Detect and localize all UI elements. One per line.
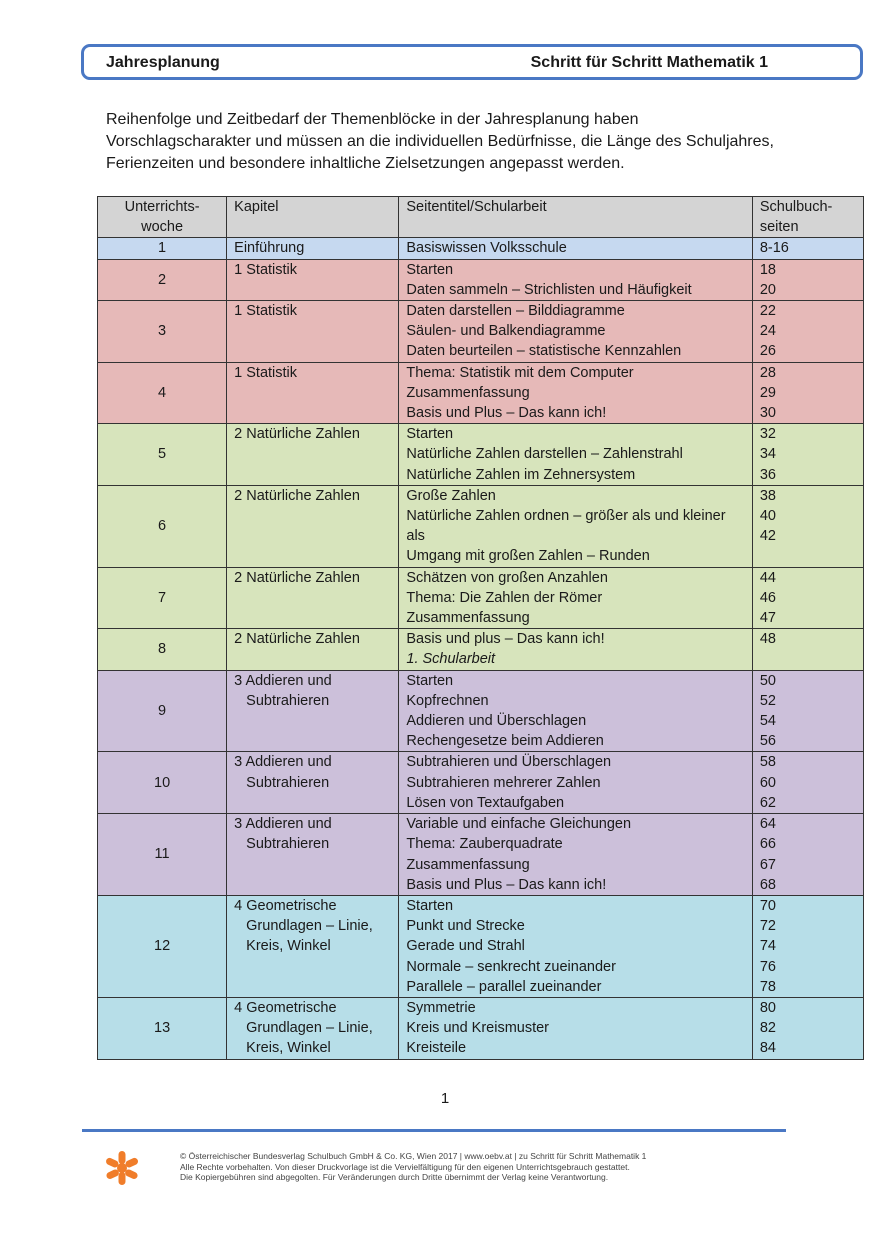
title-line: Starten xyxy=(406,426,454,443)
table-row xyxy=(98,567,864,629)
table-row xyxy=(98,259,864,300)
chapter-line: 3 Addieren und xyxy=(234,672,332,689)
title-line: Zusammenfassung xyxy=(406,856,530,873)
copyright-line: Alle Rechte vorbehalten. Von dieser Druckvorlage ist die Vervielfältigung für den eigenen Unterrichtsgebrauch gestattet. xyxy=(180,1161,630,1172)
title-line: Daten sammeln – Strichlisten und Häufigkeit xyxy=(406,281,692,298)
title-line: Kreis und Kreismuster xyxy=(406,1020,550,1037)
header-week xyxy=(98,197,227,238)
pages-cell xyxy=(752,814,863,896)
page-ref: 58 xyxy=(759,754,776,771)
title-line: Basis und Plus – Das kann ich! xyxy=(406,876,607,893)
title-cell xyxy=(399,362,752,424)
chapter-line: 2 Natürliche Zahlen xyxy=(234,569,360,586)
page-ref: 22 xyxy=(759,303,776,320)
page-ref: 68 xyxy=(759,876,776,893)
chapter-line: 1 Statistik xyxy=(234,364,298,381)
table-row xyxy=(98,301,864,363)
table-header-row xyxy=(98,197,864,238)
title-line: Symmetrie xyxy=(406,999,476,1016)
chapter-line: Grundlagen – Linie, xyxy=(246,918,373,935)
chapter-cell xyxy=(227,362,399,424)
week-cell: 13 xyxy=(98,997,227,1059)
copyright-line: Die Kopiergebühren sind abgegolten. Für Veränderungen durch Dritte übernimmt der Verlag keine Verantwortung. xyxy=(180,1172,609,1182)
page-ref: 66 xyxy=(759,836,776,853)
title-line: Normale – senkrecht zueinander xyxy=(406,958,616,975)
title-cell xyxy=(399,301,752,363)
chapter-cell xyxy=(227,670,399,752)
table-row xyxy=(98,424,864,486)
week-cell: 6 xyxy=(98,485,227,567)
title-line: Säulen- und Balkendiagramme xyxy=(406,323,606,340)
page-ref: 28 xyxy=(759,364,776,381)
chapter-line: 3 Addieren und xyxy=(234,816,332,833)
chapter-cell xyxy=(227,895,399,997)
page-ref: 18 xyxy=(759,261,776,278)
pages-cell xyxy=(752,424,863,486)
header-chapter: Kapitel xyxy=(227,197,399,238)
page-ref: 30 xyxy=(759,405,776,422)
week-cell: 11 xyxy=(98,814,227,896)
title-line: Subtrahieren mehrerer Zahlen xyxy=(406,774,601,791)
title-line: 1. Schularbeit xyxy=(406,651,496,668)
title-line: Zusammenfassung xyxy=(406,384,530,401)
table-row xyxy=(98,629,864,670)
page-ref: 40 xyxy=(759,508,776,525)
page-number: 1 xyxy=(440,1090,450,1107)
title-line: Basiswissen Volksschule xyxy=(406,240,567,257)
title-cell xyxy=(399,567,752,629)
page-ref: 54 xyxy=(759,713,776,730)
title-line: Parallele – parallel zueinander xyxy=(406,978,602,995)
chapter-line: 2 Natürliche Zahlen xyxy=(234,631,360,648)
title-line: Thema: Die Zahlen der Römer xyxy=(406,589,603,606)
title-line: Zusammenfassung xyxy=(406,610,530,627)
week-cell: 2 xyxy=(98,259,227,300)
title-line: Basis und plus – Das kann ich! xyxy=(406,631,605,648)
title-cell xyxy=(399,997,752,1059)
page-ref: 52 xyxy=(759,692,776,709)
pages-cell xyxy=(752,485,863,567)
title-line: als xyxy=(406,528,425,545)
page-ref: 46 xyxy=(759,589,776,606)
page-ref: 36 xyxy=(759,466,776,483)
table-row xyxy=(98,362,864,424)
page-ref: 84 xyxy=(759,1040,776,1057)
title-line: Thema: Zauberquadrate xyxy=(406,836,563,853)
title-line: Starten xyxy=(406,897,454,914)
pages-cell xyxy=(752,238,863,259)
title-cell xyxy=(399,670,752,752)
chapter-line: Grundlagen – Linie, xyxy=(246,1020,373,1037)
week-cell: 9 xyxy=(98,670,227,752)
title-line: Starten xyxy=(406,261,454,278)
chapter-cell xyxy=(227,997,399,1059)
chapter-cell xyxy=(227,567,399,629)
title-line: Basis und Plus – Das kann ich! xyxy=(406,405,607,422)
page-ref: 70 xyxy=(759,897,776,914)
page-ref: 34 xyxy=(759,446,776,463)
page-ref: 80 xyxy=(759,999,776,1016)
page-ref: 47 xyxy=(759,610,776,627)
page-ref: 8-16 xyxy=(759,240,789,257)
footer-divider xyxy=(82,1129,786,1132)
title-cell xyxy=(399,752,752,814)
chapter-cell xyxy=(227,752,399,814)
week-cell: 10 xyxy=(98,752,227,814)
page-ref: 38 xyxy=(759,487,776,504)
title-line: Natürliche Zahlen ordnen – größer als und kleiner xyxy=(406,508,726,525)
table-row xyxy=(98,895,864,997)
intro-line: Reihenfolge und Zeitbedarf der Themenblöcke in der Jahresplanung haben xyxy=(106,111,639,128)
title-cell xyxy=(399,629,752,670)
table-row xyxy=(98,670,864,752)
chapter-line: 2 Natürliche Zahlen xyxy=(234,487,360,504)
page-ref: 78 xyxy=(759,978,776,995)
table-row xyxy=(98,485,864,567)
page-ref: 32 xyxy=(759,426,776,443)
page-ref: 44 xyxy=(759,569,776,586)
table-row xyxy=(98,814,864,896)
header-pages-line: Schulbuch- xyxy=(759,199,833,215)
chapter-line: 4 Geometrische xyxy=(234,999,337,1016)
title-line: Addieren und Überschlagen xyxy=(406,713,587,730)
pages-cell xyxy=(752,301,863,363)
pages-cell xyxy=(752,670,863,752)
chapter-cell xyxy=(227,629,399,670)
title-cell xyxy=(399,814,752,896)
page-ref: 72 xyxy=(759,918,776,935)
page-ref: 24 xyxy=(759,323,776,340)
chapter-line: 4 Geometrische xyxy=(234,897,337,914)
title-line: Lösen von Textaufgaben xyxy=(406,794,565,811)
chapter-line: 1 Statistik xyxy=(234,261,298,278)
page-ref: 82 xyxy=(759,1020,776,1037)
chapter-line: Subtrahieren xyxy=(246,836,330,853)
chapter-line: 2 Natürliche Zahlen xyxy=(234,426,360,443)
page-ref: 26 xyxy=(759,343,776,360)
oebv-star-logo-icon xyxy=(104,1150,140,1186)
week-cell: 4 xyxy=(98,362,227,424)
title-line: Punkt und Strecke xyxy=(406,918,525,935)
page-ref: 20 xyxy=(759,281,776,298)
title-line: Subtrahieren und Überschlagen xyxy=(406,754,612,771)
week-cell: 1 xyxy=(98,238,227,259)
chapter-line: Kreis, Winkel xyxy=(246,938,331,955)
page-ref: 48 xyxy=(759,631,776,648)
title-line: Thema: Statistik mit dem Computer xyxy=(406,364,634,381)
book-title: Schritt für Schritt Mathematik 1 xyxy=(530,54,768,71)
table-row xyxy=(98,997,864,1059)
chapter-cell xyxy=(227,301,399,363)
title-line: Starten xyxy=(406,672,454,689)
intro-line: Vorschlagscharakter und müssen an die individuellen Bedürfnisse, die Länge des Schuljahres, xyxy=(106,133,774,150)
page-ref: 67 xyxy=(759,856,776,873)
title-line: Umgang mit großen Zahlen – Runden xyxy=(406,548,650,565)
page-ref: 62 xyxy=(759,794,776,811)
header-pages-line: seiten xyxy=(759,219,799,236)
chapter-cell xyxy=(227,424,399,486)
page-ref: 60 xyxy=(759,774,776,791)
title-line: Daten darstellen – Bilddiagramme xyxy=(406,303,625,320)
pages-cell xyxy=(752,752,863,814)
chapter-cell xyxy=(227,485,399,567)
chapter-cell xyxy=(227,814,399,896)
title-line: Rechengesetze beim Addieren xyxy=(406,733,604,750)
chapter-line: Subtrahieren xyxy=(246,774,330,791)
title-line: Gerade und Strahl xyxy=(406,938,525,955)
week-cell: 8 xyxy=(98,629,227,670)
table-row xyxy=(98,238,864,259)
pages-cell xyxy=(752,259,863,300)
title-line: Kreisteile xyxy=(406,1040,467,1057)
header-pages xyxy=(752,197,863,238)
intro-paragraph xyxy=(106,109,806,175)
title-cell xyxy=(399,424,752,486)
title-cell xyxy=(399,259,752,300)
chapter-line: Subtrahieren xyxy=(246,692,330,709)
pages-cell xyxy=(752,895,863,997)
week-cell: 12 xyxy=(98,895,227,997)
table-row xyxy=(98,752,864,814)
pages-cell xyxy=(752,629,863,670)
title-cell xyxy=(399,895,752,997)
page-ref: 29 xyxy=(759,384,776,401)
week-cell: 7 xyxy=(98,567,227,629)
pages-cell xyxy=(752,997,863,1059)
header-title: Jahresplanung xyxy=(106,54,220,71)
pages-cell xyxy=(752,362,863,424)
title-line: Daten beurteilen – statistische Kennzahlen xyxy=(406,343,682,360)
chapter-line: 1 Statistik xyxy=(234,303,298,320)
page-ref: 74 xyxy=(759,938,776,955)
chapter-line: Kreis, Winkel xyxy=(246,1040,331,1057)
title-line: Große Zahlen xyxy=(406,487,496,504)
chapter-line: 3 Addieren und xyxy=(234,754,332,771)
page-header xyxy=(81,44,863,80)
page-ref: 64 xyxy=(759,816,776,833)
title-cell xyxy=(399,238,752,259)
header-week-line: Unterrichts- xyxy=(124,199,200,215)
page-ref: 42 xyxy=(759,528,776,545)
chapter-cell xyxy=(227,259,399,300)
table-body xyxy=(98,238,864,1059)
title-line: Natürliche Zahlen im Zehnersystem xyxy=(406,466,636,483)
title-cell xyxy=(399,485,752,567)
title-line: Kopfrechnen xyxy=(406,692,489,709)
title-line: Natürliche Zahlen darstellen – Zahlenstrahl xyxy=(406,446,683,463)
header-title: Seitentitel/Schularbeit xyxy=(399,197,752,238)
week-cell: 3 xyxy=(98,301,227,363)
week-cell: 5 xyxy=(98,424,227,486)
chapter-line: Einführung xyxy=(234,240,305,257)
title-line: Variable und einfache Gleichungen xyxy=(406,816,632,833)
page-ref: 76 xyxy=(759,958,776,975)
page-ref: 50 xyxy=(759,672,776,689)
copyright-line: © Österreichischer Bundesverlag Schulbuch GmbH & Co. KG, Wien 2017 | www.oebv.at | zu Schritt für Schritt Mathematik 1 xyxy=(180,1151,647,1161)
chapter-cell xyxy=(227,238,399,259)
page-ref: 56 xyxy=(759,733,776,750)
copyright-notice xyxy=(180,1151,646,1183)
header-week-line: woche xyxy=(141,219,184,236)
pages-cell xyxy=(752,567,863,629)
year-plan-table xyxy=(97,196,864,1060)
title-line: Schätzen von großen Anzahlen xyxy=(406,569,608,586)
intro-line: Ferienzeiten und besondere inhaltliche Zielsetzungen angepasst werden. xyxy=(106,155,625,172)
